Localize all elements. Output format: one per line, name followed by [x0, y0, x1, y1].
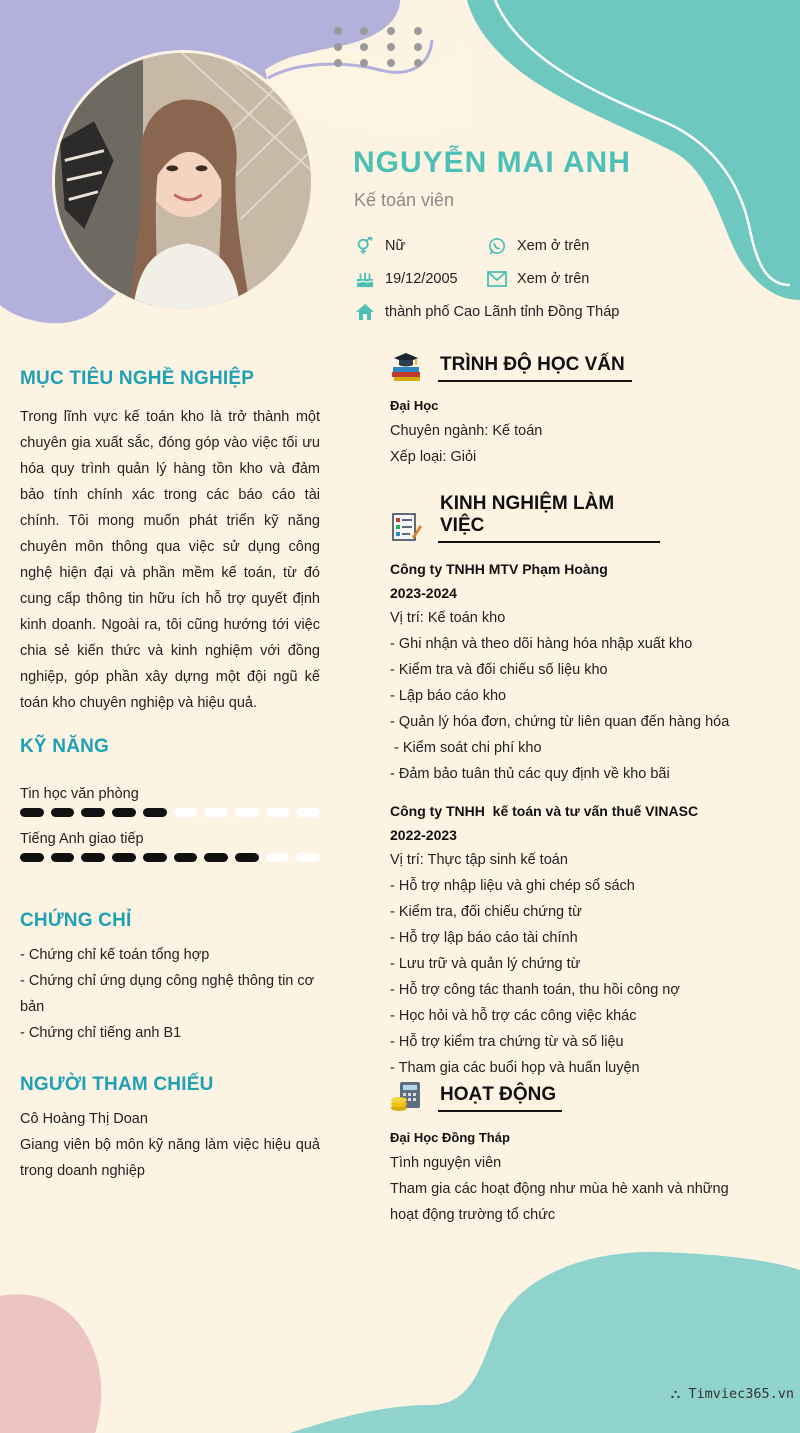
experience-title: KINH NGHIỆM LÀM VIỆC	[438, 493, 660, 543]
skill-item	[20, 786, 320, 817]
skill-dot	[174, 853, 198, 862]
skill-dot	[112, 808, 136, 817]
skill-dot	[296, 808, 320, 817]
envelope-icon	[486, 269, 508, 289]
activities-title: HOẠT ĐỘNG	[438, 1084, 562, 1112]
phone-value: Xem ở trên	[517, 238, 590, 254]
job-period: 2022-2023	[390, 827, 457, 843]
graduation-books-icon	[390, 350, 422, 382]
skill-dot	[266, 853, 290, 862]
birthday-cake-icon	[354, 269, 376, 289]
job-title: Kế toán viên	[354, 190, 455, 210]
reference-desc: Giang viên bộ môn kỹ năng làm việc hiệu quả trong doanh nghiệp	[20, 1137, 320, 1179]
job-entry	[390, 799, 750, 1081]
profile-photo	[52, 50, 314, 312]
skill-rating	[20, 853, 320, 862]
skill-dot	[296, 853, 320, 862]
certificates-title: CHỨNG CHỈ	[20, 910, 132, 931]
education-school: Đại Học	[390, 398, 439, 413]
job-period: 2023-2024	[390, 585, 457, 601]
job-entry	[390, 557, 750, 787]
education-title: TRÌNH ĐỘ HỌC VẤN	[438, 354, 632, 382]
job-task: - Đảm bảo tuân thủ các quy định về kho bãi	[390, 766, 670, 782]
skill-dot	[51, 808, 75, 817]
skill-dot	[81, 853, 105, 862]
calculator-coins-icon	[390, 1080, 422, 1112]
skill-item	[20, 831, 320, 862]
skill-dot	[235, 808, 259, 817]
job-task: - Tham gia các buổi họp và huấn luyện	[390, 1060, 640, 1076]
whatsapp-icon	[486, 236, 508, 256]
activity-desc: Tham gia các hoạt động như mùa hè xanh và những	[390, 1181, 729, 1197]
skills-title: KỸ NĂNG	[20, 736, 110, 757]
job-task: - Hỗ trợ công tác thanh toán, thu hồi công nợ	[390, 982, 680, 998]
certificate-item: - Chứng chỉ kế toán tổng hợp	[20, 947, 210, 963]
job-position: Vị trí: Kế toán kho	[390, 610, 506, 626]
skill-label: Tiếng Anh giao tiếp	[20, 831, 144, 847]
objective-text: Trong lĩnh vực kế toán kho là trở thành một chuyên gia xuất sắc, đóng góp vào việc tối ưu hóa quy trình quản lý hàng tồn kho và đảm bảo tính chính xác trong các báo cáo tài chính. Tôi mong muốn phát triển kỹ năng chuyên môn thông qua việc sử dụng công nghệ hiện đại và phần mềm kế toán, từ đó cung cấp thông tin hữu ích hỗ trợ quyết định kinh doanh. Ngoài ra, tôi cũng hướng tới việc chia sẻ kiến thức và kinh nghiệm với đồng nghiệp, góp phần xây dựng một đội ngũ kế toán kho chuyên nghiệp và hiệu quả.	[20, 409, 320, 711]
job-task: - Ghi nhận và theo dõi hàng hóa nhập xuất kho	[390, 636, 693, 652]
experience-section	[390, 493, 750, 1081]
left-column	[20, 368, 320, 1184]
address-row	[354, 302, 619, 322]
activity-role: Tình nguyện viên	[390, 1155, 502, 1171]
job-task: - Hỗ trợ kiểm tra chứng từ và số liệu	[390, 1034, 624, 1050]
references-title: NGƯỜI THAM CHIẾU	[20, 1074, 214, 1095]
skill-dot	[81, 808, 105, 817]
job-task: - Học hỏi và hỗ trợ các công việc khác	[390, 1008, 637, 1024]
skill-dot	[20, 808, 44, 817]
job-task: - Kiểm soát chi phí kho	[390, 740, 542, 756]
job-task: - Kiểm tra, đối chiếu chứng từ	[390, 904, 582, 920]
email-row	[486, 269, 589, 289]
skill-rating	[20, 808, 320, 817]
footer-brand: ⛬ Timviec365.vn	[670, 1386, 794, 1402]
job-task: - Hỗ trợ nhập liệu và ghi chép sổ sách	[390, 878, 635, 894]
skill-dot	[204, 853, 228, 862]
reference-name: Cô Hoàng Thị Doan	[20, 1111, 148, 1127]
skill-dot	[51, 853, 75, 862]
skill-dot	[112, 853, 136, 862]
job-company: Công ty TNHH MTV Phạm Hoàng	[390, 561, 608, 577]
certificate-item: - Chứng chỉ ứng dụng công nghệ thông tin cơ bản	[20, 973, 315, 1015]
gender-row	[354, 236, 405, 256]
certificate-item: - Chứng chỉ tiếng anh B1	[20, 1025, 182, 1041]
skill-dot	[235, 853, 259, 862]
skill-label: Tin học văn phòng	[20, 786, 139, 802]
job-position: Vị trí: Thực tập sinh kế toán	[390, 852, 568, 868]
job-task: - Hỗ trợ lập báo cáo tài chính	[390, 930, 578, 946]
gender-icon	[354, 236, 376, 256]
skill-dot	[204, 808, 228, 817]
skill-dot	[20, 853, 44, 862]
phone-row	[486, 236, 589, 256]
activities-section	[390, 1080, 750, 1228]
birthday-row	[354, 269, 458, 289]
activity-desc: hoạt động trường tổ chức	[390, 1207, 556, 1223]
job-company: Công ty TNHH kế toán và tư vấn thuế VINASC	[390, 803, 699, 819]
education-grade: Xếp loại: Giỏi	[390, 449, 477, 465]
skill-dot	[143, 808, 167, 817]
activity-org: Đại Học Đồng Tháp	[390, 1130, 510, 1145]
candidate-name: NGUYỄN MAI ANH	[353, 146, 631, 179]
home-icon	[354, 302, 376, 322]
address-value: thành phố Cao Lãnh tỉnh Đồng Tháp	[385, 304, 620, 320]
skill-dot	[174, 808, 198, 817]
birthday-value: 19/12/2005	[385, 271, 458, 287]
gender-value: Nữ	[385, 238, 406, 254]
skill-dot	[266, 808, 290, 817]
job-task: - Kiểm tra và đối chiếu số liệu kho	[390, 662, 608, 678]
job-task: - Lưu trữ và quản lý chứng từ	[390, 956, 581, 972]
email-value: Xem ở trên	[517, 271, 590, 287]
job-task: - Lập báo cáo kho	[390, 688, 507, 704]
objective-title: MỤC TIÊU NGHỀ NGHIỆP	[20, 368, 255, 389]
job-task: - Quản lý hóa đơn, chứng từ liên quan đến hàng hóa	[390, 714, 730, 730]
skill-dot	[143, 853, 167, 862]
education-section	[390, 350, 750, 470]
education-major: Chuyên ngành: Kế toán	[390, 423, 543, 439]
clipboard-experience-icon	[390, 511, 422, 543]
